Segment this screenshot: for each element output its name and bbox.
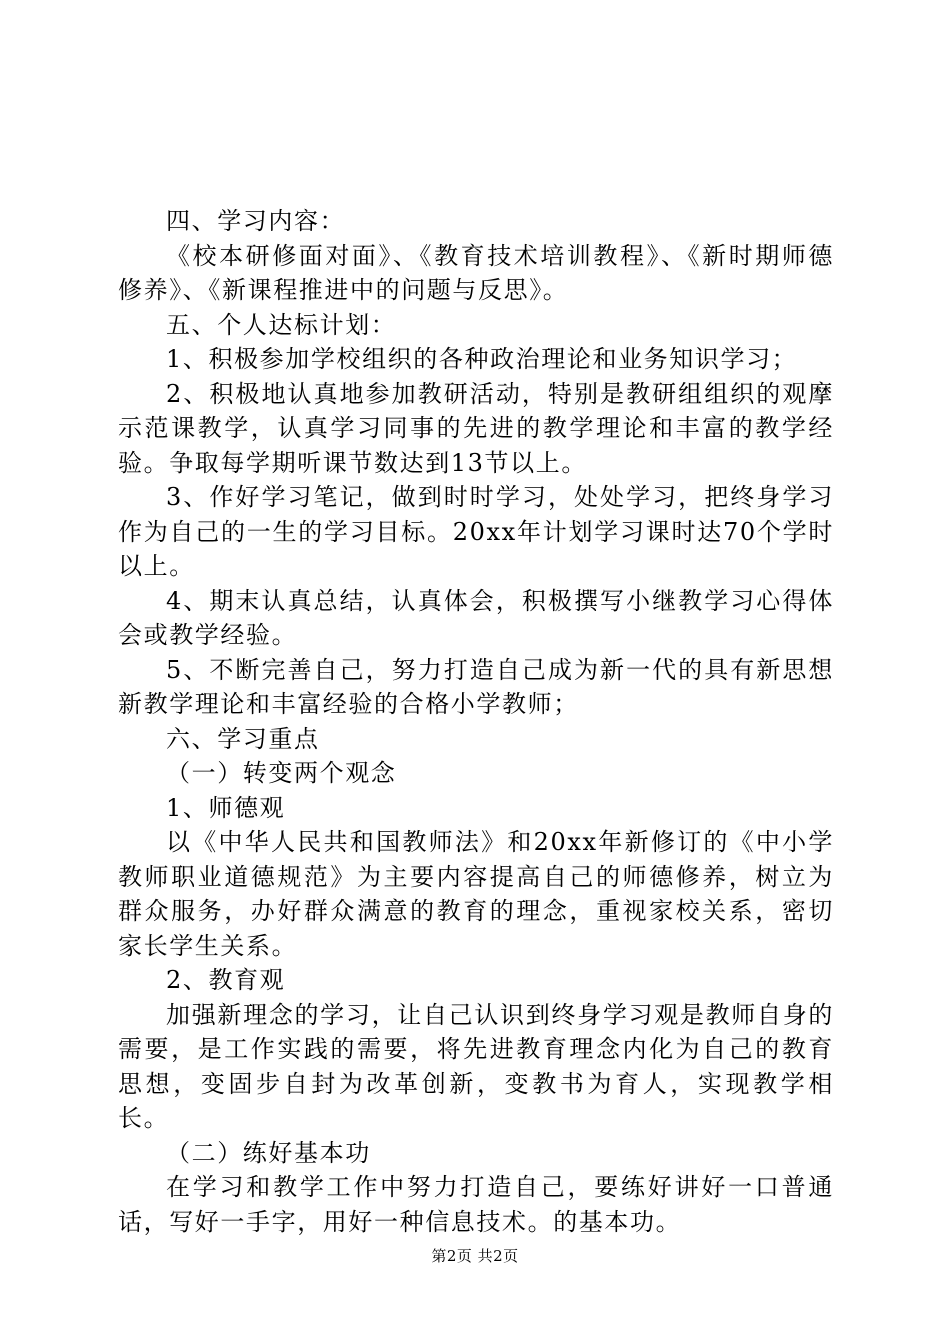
paragraph-teacher-ethics: 以《中华人民共和国教师法》和20xx年新修订的《中小学教师职业道德规范》为主要内容提高自己的师德修养，树立为群众服务，办好群众满意的教育的理念，重视家校关系，密切家长学生关系。 <box>118 828 834 960</box>
paragraph-reading-list: 《校本研修面对面》、《教育技术培训教程》、《新时期师德修养》、《新课程推进中的问题与反思》。 <box>118 241 834 304</box>
plan-item-1: 1、积极参加学校组织的各种政治理论和业务知识学习； <box>166 345 798 373</box>
paragraph-basic-skills: 在学习和教学工作中努力打造自己，要练好讲好一口普通话，写好一手字，用好一种信息技术。的基本功。 <box>118 1173 834 1236</box>
subheading-two-concepts: （一）转变两个观念 <box>166 759 397 787</box>
paragraph-education-view: 加强新理念的学习，让自己认识到终身学习观是教师自身的需要，是工作实践的需要，将先进教育理念内化为自己的教育思想，变固步自封为改革创新，变教书为育人，实现教学相长。 <box>118 1000 834 1132</box>
plan-item-3: 3、作好学习笔记，做到时时学习，处处学习，把终身学习作为自己的一生的学习目标。20xx年计划学习课时达70个学时以上。 <box>118 483 834 580</box>
page-footer: 第2页 共2页 <box>431 1247 519 1265</box>
subheading-basic-skills: （二）练好基本功 <box>166 1138 371 1167</box>
section-heading-personal-plan: 五、个人达标计划： <box>166 310 397 339</box>
plan-item-2: 2、积极地认真地参加教研活动，特别是教研组组织的观摩示范课教学，认真学习同事的先进的教学理论和丰富的教学经验。争取每学期听课节数达到13节以上。 <box>118 379 834 477</box>
section-heading-study-focus: 六、学习重点 <box>166 724 320 753</box>
plan-item-4: 4、期末认真总结，认真体会，积极撰写小继教学习心得体会或教学经验。 <box>118 586 834 649</box>
item-heading-education-view: 2、教育观 <box>166 966 286 994</box>
document-body <box>118 204 834 1239</box>
plan-item-5: 5、不断完善自己，努力打造自己成为新一代的具有新思想新教学理论和丰富经验的合格小学教师； <box>118 655 834 718</box>
item-heading-teacher-ethics: 1、师德观 <box>166 793 286 822</box>
section-heading-study-content: 四、学习内容： <box>166 207 346 235</box>
